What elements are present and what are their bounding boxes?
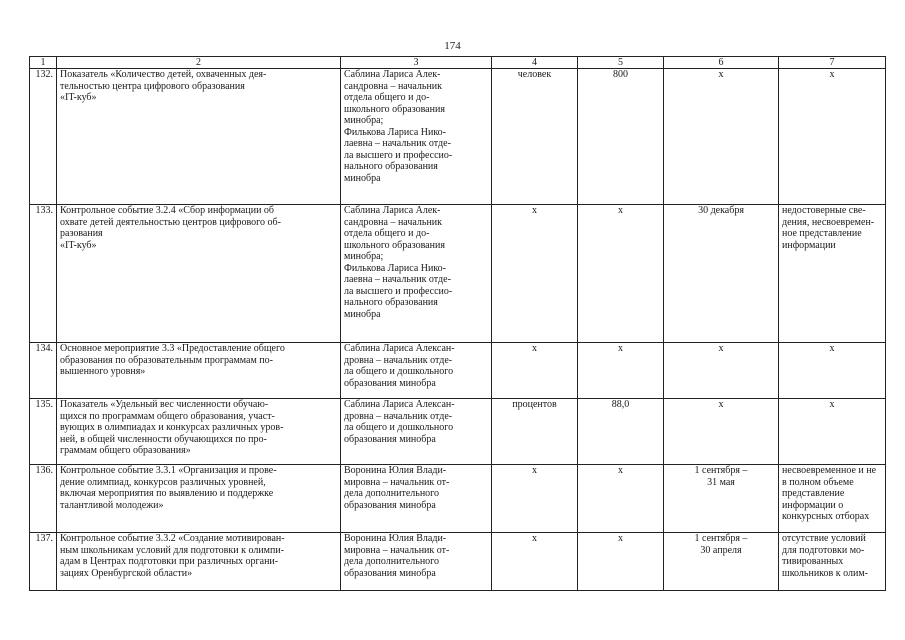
- column-header: 2: [57, 57, 341, 69]
- row-unit: х: [492, 533, 578, 591]
- column-header: 3: [341, 57, 492, 69]
- row-unit: х: [492, 465, 578, 533]
- row-responsible: Саблина Лариса Алек- сандровна – начальник отдела общего и до- школьного образования минобра; Филькова Лариса Нико- лаевна – начальник отде- ла высшего и профессио- нального образования минобра: [341, 69, 492, 205]
- row-unit: процентов: [492, 399, 578, 465]
- row-date: х: [664, 343, 779, 399]
- row-responsible: Саблина Лариса Алексан- дровна – начальник отде- ла общего и дошкольного образования минобра: [341, 343, 492, 399]
- row-date: 30 декабря: [664, 205, 779, 343]
- row-risk: несвоевременное и не в полном объеме представление информации о конкурсных отборах: [779, 465, 886, 533]
- row-name: Показатель «Удельный вес численности обучаю- щихся по программам общего образования, участ- вующих в олимпиадах и конкурсах различных уров- ней, в общей численности обучающихся по про- граммам общего образования»: [57, 399, 341, 465]
- row-responsible: Воронина Юлия Влади- мировна – начальник от- дела дополнительного образования минобра: [341, 533, 492, 591]
- row-unit: х: [492, 343, 578, 399]
- row-responsible: Воронина Юлия Влади- мировна – начальник от- дела дополнительного образования минобра: [341, 465, 492, 533]
- header-row: [30, 57, 886, 69]
- row-risk: х: [779, 69, 886, 205]
- row-name: Основное мероприятие 3.3 «Предоставление общего образования по образовательным программам по- вышенного уровня»: [57, 343, 341, 399]
- row-value: х: [578, 343, 664, 399]
- row-number: 133.: [30, 205, 57, 343]
- row-number: 137.: [30, 533, 57, 591]
- row-name: Показатель «Количество детей, охваченных дея- тельностью центра цифрового образования «IT-куб»: [57, 69, 341, 205]
- row-value: х: [578, 205, 664, 343]
- row-name: Контрольное событие 3.3.2 «Создание мотивирован- ным школьникам условий для подготовки к олимпи- адам в Центрах подготовки при различных органи- зациях Оренбургской области»: [57, 533, 341, 591]
- row-name: Контрольное событие 3.3.1 «Организация и прове- дение олимпиад, конкурсов различных уровней, включая мероприятия по выявлению и поддержке талантливой молодежи»: [57, 465, 341, 533]
- column-header: 6: [664, 57, 779, 69]
- table-row: [30, 205, 886, 343]
- row-date: 1 сентября – 31 мая: [664, 465, 779, 533]
- column-header: 5: [578, 57, 664, 69]
- row-value: 800: [578, 69, 664, 205]
- table-row: [30, 465, 886, 533]
- column-header: 1: [30, 57, 57, 69]
- table-row: [30, 399, 886, 465]
- row-number: 136.: [30, 465, 57, 533]
- plan-table: [29, 56, 886, 591]
- row-value: х: [578, 533, 664, 591]
- row-number: 135.: [30, 399, 57, 465]
- row-date: 1 сентября – 30 апреля: [664, 533, 779, 591]
- row-value: х: [578, 465, 664, 533]
- row-risk: отсутствие условий для подготовки мо- тивированных школьников к олим-: [779, 533, 886, 591]
- row-number: 134.: [30, 343, 57, 399]
- row-name: Контрольное событие 3.2.4 «Сбор информации об охвате детей деятельностью центров цифрового об- разования «IT-куб»: [57, 205, 341, 343]
- row-unit: человек: [492, 69, 578, 205]
- table-row: [30, 533, 886, 591]
- row-date: х: [664, 399, 779, 465]
- row-date: х: [664, 69, 779, 205]
- column-header: 4: [492, 57, 578, 69]
- table-row: [30, 343, 886, 399]
- row-unit: х: [492, 205, 578, 343]
- row-number: 132.: [30, 69, 57, 205]
- row-responsible: Саблина Лариса Алексан- дровна – начальник отде- ла общего и дошкольного образования минобра: [341, 399, 492, 465]
- page-number: 174: [444, 40, 461, 52]
- row-responsible: Саблина Лариса Алек- сандровна – начальник отдела общего и до- школьного образования минобра; Филькова Лариса Нико- лаевна – начальник отде- ла высшего и профессио- нального образования минобра: [341, 205, 492, 343]
- row-risk: х: [779, 343, 886, 399]
- table-row: [30, 69, 886, 205]
- row-risk: недостоверные све- дения, несвоевремен- ное представление информации: [779, 205, 886, 343]
- column-header: 7: [779, 57, 886, 69]
- row-risk: х: [779, 399, 886, 465]
- row-value: 88,0: [578, 399, 664, 465]
